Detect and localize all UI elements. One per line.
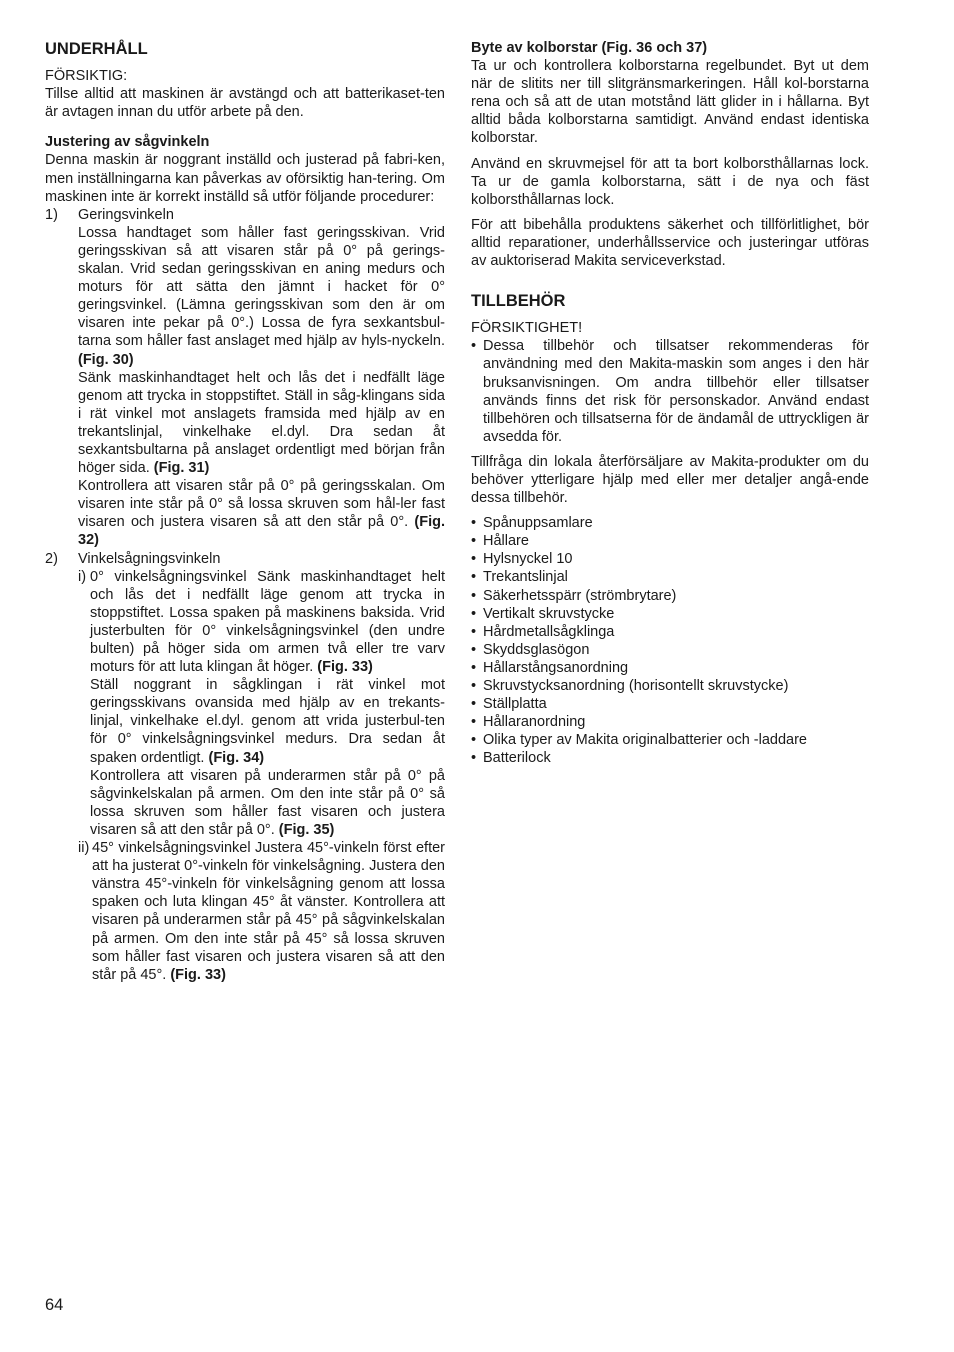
list-item: • Hållare: [471, 533, 529, 550]
list-item: • Spånuppsamlare: [471, 515, 593, 532]
item-paragraph: 45° vinkelsågningsvinkel Justera 45°-vinkeln först efter att ha justerat 0°-vinkeln för vinkelsågning. Justera den vänstra 45°-vinkeln för vinkelsågning genom att lossa spaken och luta klingan 45° åt vänster. Kontrollera att visaren på underarmen står på 45° på sågvinkelskalan på armen. Om den inte står på 45° så lossa skruven som håller fast visaren och justera visaren så att den står på 45°. (Fig. 33): [92, 840, 445, 983]
list-item: • Vertikalt skruvstycke: [471, 605, 615, 622]
accessories-caution-item: [471, 337, 869, 446]
item-title: Geringsvinkeln: [78, 206, 174, 223]
list-item: • Skyddsglasögon: [471, 641, 590, 658]
right-column: [471, 38, 869, 767]
list-item: • Hylsnyckel 10: [471, 551, 573, 568]
list-item: • Batterilock: [471, 750, 551, 767]
brush-paragraph: För att bibehålla produktens säkerhet och tillförlitlighet, bör alltid reparationer, underhållsservice och justeringar utföras av auktoriserad Makita serviceverkstad.: [471, 216, 869, 270]
procedure-item-1: [45, 206, 445, 550]
list-item: • Hårdmetallsågklinga: [471, 623, 615, 640]
item-paragraph: Kontrollera att visaren på underarmen står på 0° på sågvinkelskalan på armen. Om den inte står på 0° så lossa skruven som håller fast visaren och justera visaren så att den står på 0°. (Fig. 35): [90, 767, 445, 838]
figure-reference: (Fig. 32): [78, 514, 445, 549]
intro-paragraph: Denna maskin är noggrant inställd och justerad på fabri-ken, men inställningarna kan påverkas av oförsiktig han-tering. Om maskinen inte är korrekt inställd så utför följande procedurer:: [45, 152, 445, 205]
procedure-item-2: [45, 550, 445, 984]
sub-item-number: ii): [78, 840, 90, 857]
caution-label: FÖRSIKTIG:: [45, 68, 128, 85]
sub-heading-saw-angle: Justering av sågvinkeln: [45, 134, 210, 151]
item-paragraph: 0° vinkelsågningsvinkel Sänk maskinhandtaget helt och lås det i nedfällt läge genom att trycka in stoppstiftet. Lossa spaken på maskinens baksida. Vrid justerbulten för 0° vinkelsågningsvinkel (den undre bulten) på höger sida om armen två eller tre varv moturs för att luta klingan åt höger. (Fig. 33): [90, 568, 445, 676]
figure-reference: (Fig. 31): [153, 460, 210, 477]
sub-item-number: i): [78, 568, 87, 585]
item-paragraph: Lossa handtaget som håller fast geringsskivan. Vrid geringsskivan så att visaren står på 0° på gerings-skalan. Vrid sedan geringsskivan en aning medurs och moturs för att sätta den jämnt i hacket för 0° geringsvinkel. (Lämna geringsskivan som den är om visaren inte pekar på 0°.) Lossa de fyra sexkantsbul-tarna som håller fast anslaget med hjälp av hyls-nyckeln. (Fig. 30): [78, 224, 445, 368]
brush-paragraph: Ta ur och kontrollera kolborstarna regelbundet. Byt ut dem när de slitits ner till slitgränsmarkeringen. Håll kol-borstarna rena och så att de utan motstånd lätt glider in i hållarna. Byt alltid båda kolborstarna samtidigt. Använd endast identiska kolborstar.: [471, 58, 869, 147]
accessories-intro: Tillfråga din lokala återförsäljare av Makita-produkter om du behöver ytterligare hjälp med eller mer detaljer angå-ende dessa tillbehör.: [471, 453, 869, 507]
page-number: 64: [45, 1296, 64, 1314]
sub-item-ii: [78, 839, 445, 984]
item-paragraph: Ställ noggrant in sågklingan i rät vinkel mot geringsskivans ovansida med hjälp av en trekants-linjal, vinkelhake el.dyl. genom att vrida justerbul-ten för 0° vinkelsågningsvinkel medurs. Dra sedan åt spaken ordentligt. (Fig. 34): [90, 677, 445, 766]
figure-reference: (Fig. 33): [317, 659, 373, 676]
list-item: • Hållarstångsanordning: [471, 659, 629, 676]
figure-reference: (Fig. 34): [208, 749, 265, 766]
sub-item-i: [78, 568, 445, 839]
item-number: 1): [45, 206, 58, 223]
list-item: • Hållaranordning: [471, 714, 586, 731]
item-number: 2): [45, 550, 58, 567]
brush-paragraph: Använd en skruvmejsel för att ta bort kolborsthållarnas lock. Ta ur de gamla kolborstarna, sätt i de nya och fäst kolborsthållarnas lock.: [471, 155, 869, 208]
section-heading-accessories: TILLBEHÖR: [471, 292, 566, 311]
accessories-caution-label: FÖRSIKTIGHET!: [471, 320, 583, 337]
accessories-caution-text: Dessa tillbehör och tillsatser rekommenderas för användning med den Makita-maskin som anges i den här bruksanvisningen. Om andra tillbehör eller tillsatser används finns det risk för personskador. Använd endast tillbehören och tillsatserna för de ändamål de uttryckligen är avsedda för.: [483, 338, 869, 445]
caution-text: Tillse alltid att maskinen är avstängd och att batterikaset-ten är avtagen innan du utför arbete på den.: [45, 86, 445, 121]
bullet: •: [471, 338, 477, 355]
list-item: • Trekantslinjal: [471, 569, 568, 586]
accessories-list: [471, 514, 869, 767]
left-column: [45, 38, 445, 984]
figure-reference: (Fig. 30): [78, 351, 134, 368]
item-title: Vinkelsågningsvinkeln: [78, 550, 221, 567]
sub-heading-carbon-brushes: Byte av kolborstar (Fig. 36 och 37): [471, 40, 708, 56]
figure-reference: (Fig. 33): [170, 966, 226, 983]
list-item: • Skruvstycksanordning (horisontellt skruvstycke): [471, 678, 789, 694]
list-item: • Olika typer av Makita originalbatterier och -laddare: [471, 732, 807, 749]
section-heading-maintenance: UNDERHÅLL: [45, 40, 148, 58]
figure-reference: (Fig. 35): [278, 821, 335, 838]
item-paragraph: Kontrollera att visaren står på 0° på geringsskalan. Om visaren inte står på 0° så lossa skruven som hål-ler fast visaren och justera visaren så att den står på 0°. (Fig. 32): [78, 478, 445, 549]
item-paragraph: Sänk maskinhandtaget helt och lås det i nedfällt läge genom att trycka in stoppstiftet. Ställ in såg-klingans sida i rät vinkel mot anslagets framsida med hjälp av en trekantslinjal, vinkelhake el.dyl. Dra sedan åt sexkantsbultarna på anslaget ordentligt med början från höger sida. (Fig. 31): [78, 369, 445, 477]
list-item: • Säkerhetsspärr (strömbrytare): [471, 587, 677, 604]
list-item: • Ställplatta: [471, 696, 547, 713]
